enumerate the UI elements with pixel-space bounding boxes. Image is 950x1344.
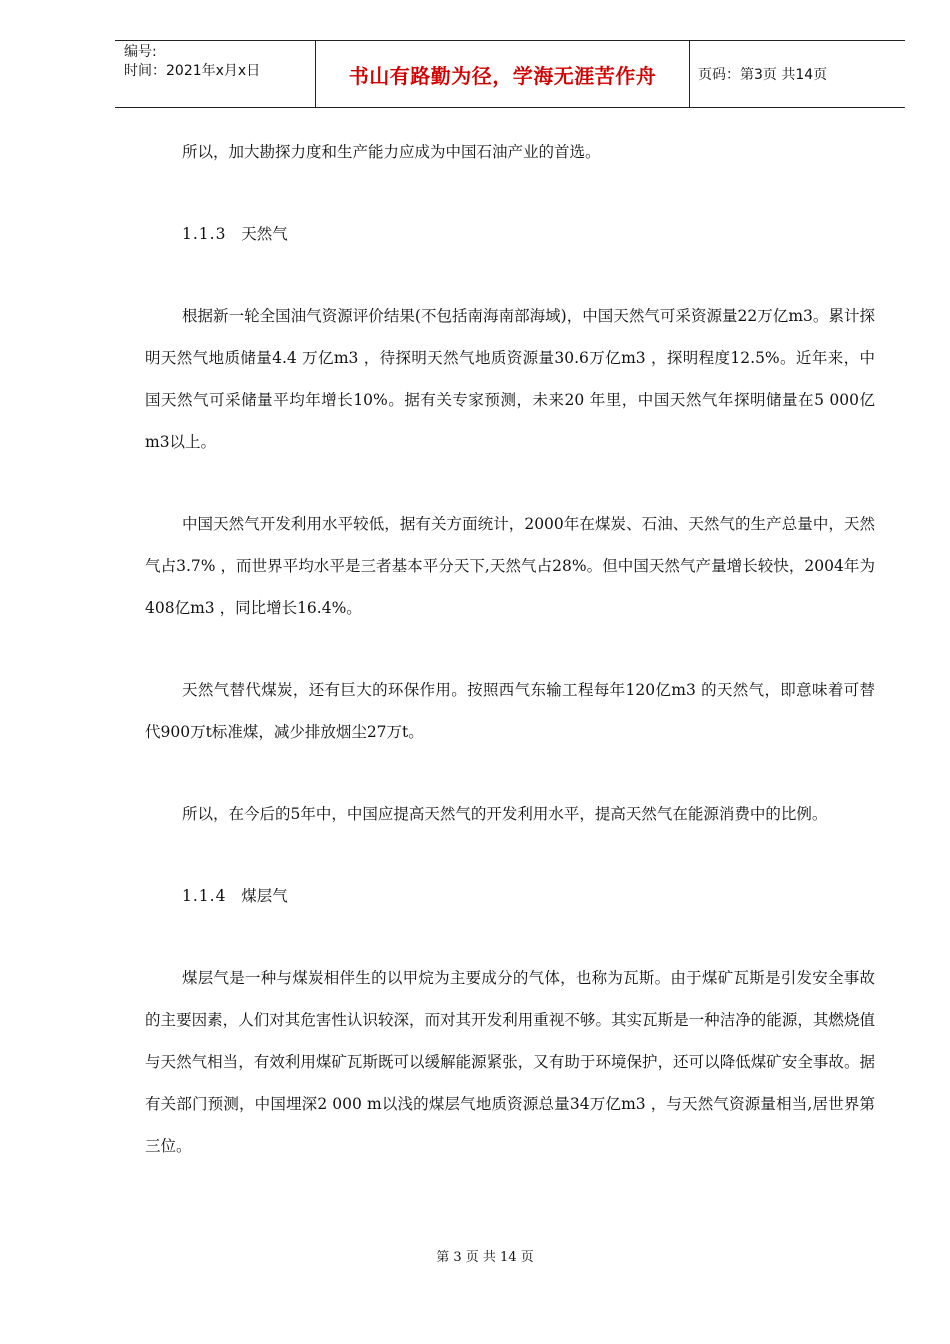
page-footer: 第 3 页 共 14 页 <box>436 1250 534 1265</box>
paragraph-gas-conclusion: 所以，在今后的5年中，中国应提高天然气的开发利用水平，提高天然气在能源消费中的比例。 <box>182 805 828 823</box>
section-heading-coalbed-methane <box>145 875 875 917</box>
section-number: 1.1.3 <box>182 225 227 243</box>
paragraph-conclusion-oil: 所以，加大勘探力度和生产能力应成为中国石油产业的首选。 <box>182 143 601 161</box>
page-header <box>115 40 905 108</box>
header-meta <box>115 41 316 107</box>
paragraph-coalbed-methane: 煤层气是一种与煤炭相伴生的以甲烷为主要成分的气体，也称为瓦斯。由于煤矿瓦斯是引发安全事故的主要因素，人们对其危害性认识较深，而对其开发利用重视不够。其实瓦斯是一种洁净的能源，其燃烧值与天然气相当，有效利用煤矿瓦斯既可以缓解能源紧张，又有助于环境保护，还可以降低煤矿安全事故。据有关部门预测，中国埋深2 000 m以浅的煤层气地质资源总量34万亿m3 ，与天然气资源量相当,居世界第三位。 <box>145 969 875 1155</box>
section-title: 天然气 <box>241 225 288 243</box>
time-label: 时间：2021年x月x日 <box>124 63 261 79</box>
paragraph-gas-utilization: 中国天然气开发利用水平较低，据有关方面统计，2000年在煤炭、石油、天然气的生产总量中，天然气占3.7% ，而世界平均水平是三者基本平分天下,天然气占28%。但中国天然气产量增长较快，2004年为408亿m3 ，同比增长16.4%。 <box>145 515 875 617</box>
section-title: 煤层气 <box>241 887 288 905</box>
section-number: 1.1.4 <box>182 887 227 905</box>
document-body <box>145 131 875 1207</box>
paragraph-gas-resources: 根据新一轮全国油气资源评价结果(不包括南海南部海域)，中国天然气可采资源量22万亿m3。累计探明天然气地质储量4.4 万亿m3 ，待探明天然气地质资源量30.6万亿m3 ，探明程度12.5%。近年来，中国天然气可采储量平均年增长10%。据有关专家预测，未来20 年里，中国天然气年探明储量在5 000亿m3以上。 <box>145 307 875 451</box>
serial-label: 编号: <box>124 44 157 60</box>
section-heading-natural-gas <box>145 213 875 255</box>
header-motto: 书山有路勤为径，学海无涯苦作舟 <box>316 41 690 107</box>
header-page-label: 页码：第3页 共14页 <box>698 67 828 83</box>
paragraph-gas-environment: 天然气替代煤炭，还有巨大的环保作用。按照西气东输工程每年120亿m3 的天然气，即意味着可替代900万t标准煤，减少排放烟尘27万t。 <box>145 681 875 741</box>
